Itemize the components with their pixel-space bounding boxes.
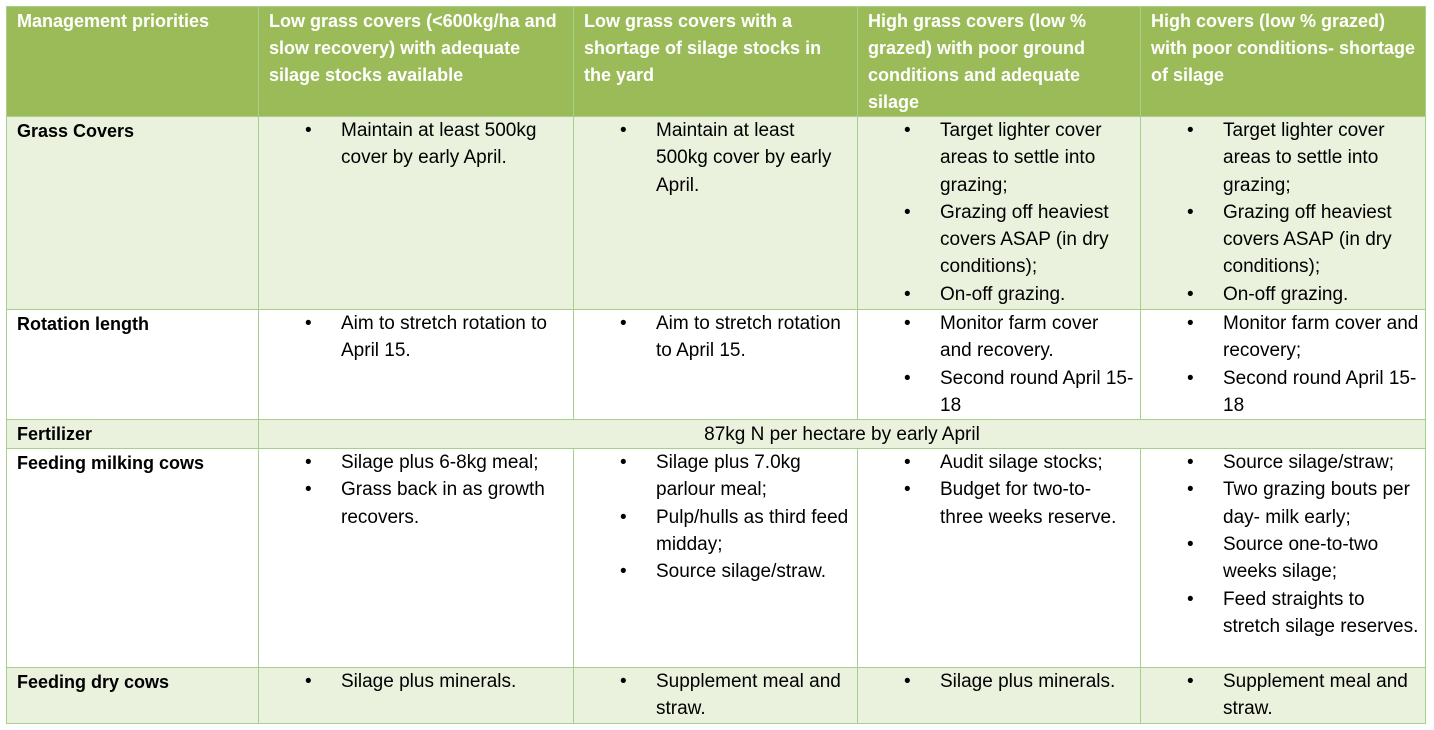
list-item: • Audit silage stocks;	[858, 449, 1140, 476]
row-feeding-dry-cows	[7, 668, 1426, 724]
cell-feeding-milking-cows-col4	[1141, 449, 1426, 668]
list-item: • Supplement meal and straw.	[574, 668, 857, 723]
cell-grass-covers-col3	[858, 117, 1141, 310]
header-high-covers-adequate-silage: High grass covers (low % grazed) with poor ground conditions and adequate silage	[858, 7, 1141, 117]
row-label-grass-covers: Grass Covers	[7, 117, 259, 310]
list-item: • Second round April 15-18	[1141, 365, 1425, 420]
list-item: • Feed straights to stretch silage reserves.	[1141, 586, 1425, 641]
row-feeding-milking-cows	[7, 449, 1426, 668]
header-row	[7, 7, 1426, 117]
list-item: • Target lighter cover areas to settle into grazing;	[1141, 117, 1425, 199]
row-label-feeding-milking-cows: Feeding milking cows	[7, 449, 259, 668]
bullet-list	[858, 117, 1140, 308]
list-item: • Supplement meal and straw.	[1141, 668, 1425, 723]
list-item: • Silage plus 7.0kg parlour meal;	[574, 449, 857, 504]
list-item: • Silage plus 6-8kg meal;	[259, 449, 573, 476]
bullet-list	[574, 310, 857, 365]
bullet-list	[858, 310, 1140, 419]
header-low-covers-adequate-silage: Low grass covers (<600kg/ha and slow recovery) with adequate silage stocks available	[259, 7, 574, 117]
list-item: • Silage plus minerals.	[259, 668, 573, 695]
cell-feeding-dry-cows-col1	[259, 668, 574, 724]
list-item: • Monitor farm cover and recovery.	[858, 310, 1140, 365]
bullet-list	[259, 449, 573, 531]
bullet-list	[259, 117, 573, 172]
list-item: • Source one-to-two weeks silage;	[1141, 531, 1425, 586]
list-item: • On-off grazing.	[858, 281, 1140, 308]
row-fertilizer	[7, 420, 1426, 449]
row-label-rotation-length: Rotation length	[7, 310, 259, 420]
list-item: • Pulp/hulls as third feed midday;	[574, 504, 857, 559]
management-table-container	[6, 6, 1425, 724]
list-item: • Source silage/straw;	[1141, 449, 1425, 476]
cell-feeding-dry-cows-col4	[1141, 668, 1426, 724]
list-item: • Maintain at least 500kg cover by early April.	[574, 117, 857, 199]
list-item: • Second round April 15-18	[858, 365, 1140, 420]
header-management-priorities: Management priorities	[7, 7, 259, 117]
bullet-list	[1141, 449, 1425, 640]
list-item: • Grass back in as growth recovers.	[259, 476, 573, 531]
cell-feeding-milking-cows-col3	[858, 449, 1141, 668]
cell-rotation-length-col2	[574, 310, 858, 420]
list-item: • Aim to stretch rotation to April 15.	[259, 310, 573, 365]
list-item: • Aim to stretch rotation to April 15.	[574, 310, 857, 365]
bullet-list	[574, 117, 857, 199]
bullet-list	[574, 668, 857, 723]
bullet-list	[1141, 117, 1425, 308]
list-item: • Two grazing bouts per day- milk early;	[1141, 476, 1425, 531]
cell-feeding-milking-cows-col2	[574, 449, 858, 668]
cell-feeding-dry-cows-col2	[574, 668, 858, 724]
list-item: • Grazing off heaviest covers ASAP (in dry conditions);	[858, 199, 1140, 281]
cell-rotation-length-col3	[858, 310, 1141, 420]
header-low-covers-silage-shortage: Low grass covers with a shortage of silage stocks in the yard	[574, 7, 858, 117]
list-item: • Silage plus minerals.	[858, 668, 1140, 695]
list-item: • Budget for two-to-three weeks reserve.	[858, 476, 1140, 531]
cell-rotation-length-col1	[259, 310, 574, 420]
cell-grass-covers-col1	[259, 117, 574, 310]
cell-feeding-milking-cows-col1	[259, 449, 574, 668]
row-label-feeding-dry-cows: Feeding dry cows	[7, 668, 259, 724]
list-item: • Maintain at least 500kg cover by early April.	[259, 117, 573, 172]
header-high-covers-silage-shortage: High covers (low % grazed) with poor conditions- shortage of silage	[1141, 7, 1426, 117]
cell-feeding-dry-cows-col3	[858, 668, 1141, 724]
row-grass-covers	[7, 117, 1426, 310]
bullet-list	[1141, 668, 1425, 723]
list-item: • Target lighter cover areas to settle into grazing;	[858, 117, 1140, 199]
bullet-list	[574, 449, 857, 585]
list-item: • Source silage/straw.	[574, 558, 857, 585]
cell-rotation-length-col4	[1141, 310, 1426, 420]
cell-grass-covers-col2	[574, 117, 858, 310]
cell-fertilizer-value: 87kg N per hectare by early April	[259, 420, 1426, 449]
bullet-list	[259, 310, 573, 365]
cell-grass-covers-col4	[1141, 117, 1426, 310]
list-item: • On-off grazing.	[1141, 281, 1425, 308]
row-label-fertilizer: Fertilizer	[7, 420, 259, 449]
management-priorities-table	[6, 6, 1426, 724]
bullet-list	[858, 449, 1140, 531]
bullet-list	[1141, 310, 1425, 419]
list-item: • Grazing off heaviest covers ASAP (in dry conditions);	[1141, 199, 1425, 281]
bullet-list	[259, 668, 573, 695]
row-rotation-length	[7, 310, 1426, 420]
bullet-list	[858, 668, 1140, 695]
list-item: • Monitor farm cover and recovery;	[1141, 310, 1425, 365]
